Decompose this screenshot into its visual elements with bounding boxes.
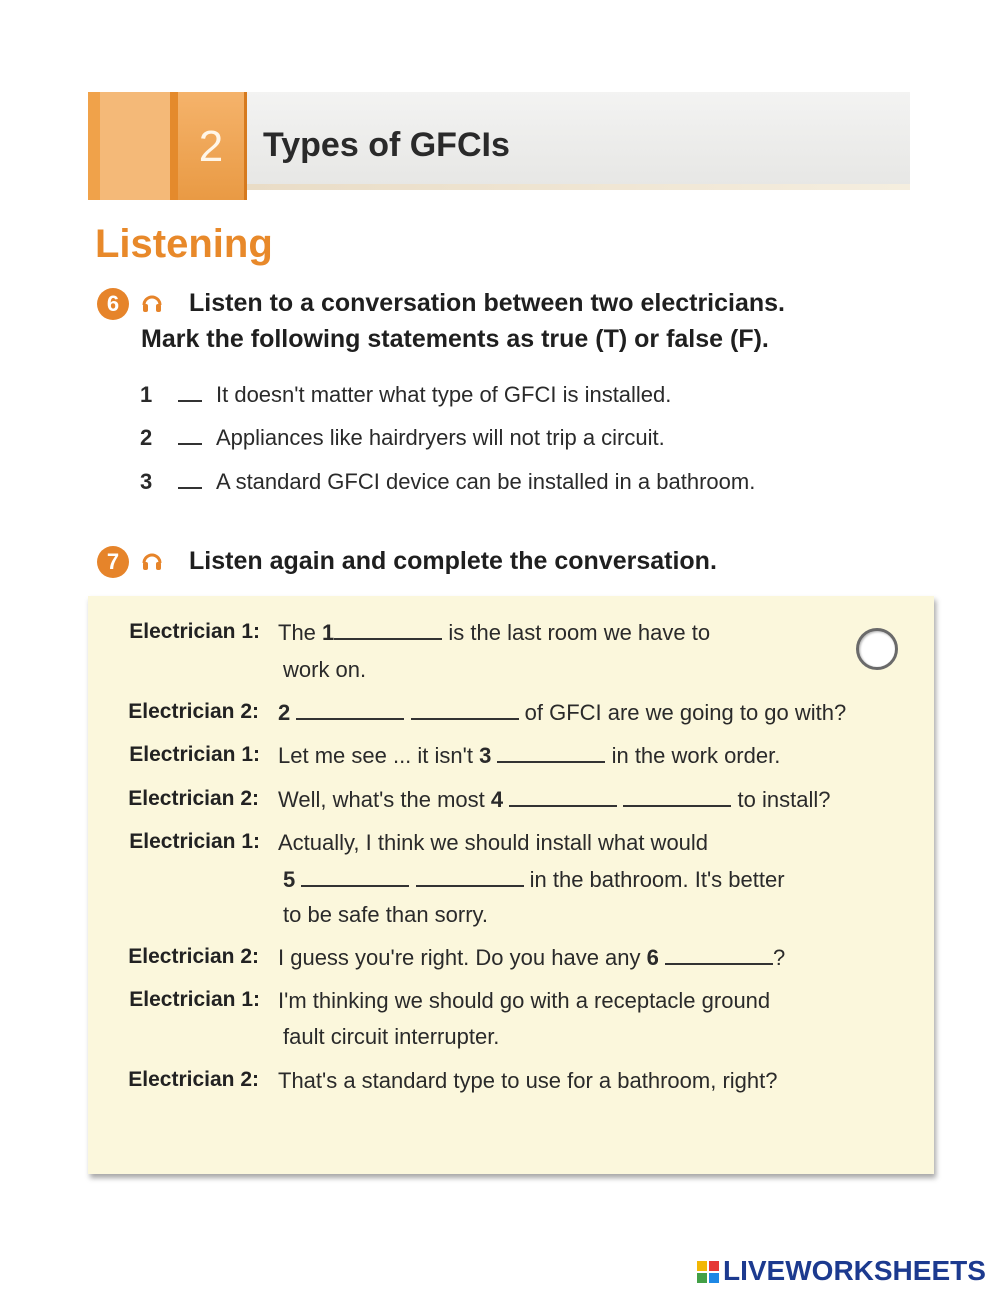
liveworksheets-logo-icon xyxy=(697,1261,719,1283)
statement-text: A standard GFCI device can be installed in a bathroom. xyxy=(216,469,756,494)
liveworksheets-watermark xyxy=(697,1255,986,1287)
watermark-text: LIVEWORKSHEETS xyxy=(723,1255,986,1286)
answer-blank[interactable] xyxy=(301,871,409,887)
speech-text: That's a standard type to use for a bathroom, right? xyxy=(278,1068,778,1093)
unit-header xyxy=(88,92,910,200)
speaker-label: Electrician 1: xyxy=(129,830,260,853)
statement-item xyxy=(140,382,671,408)
answer-blank[interactable] xyxy=(411,704,519,720)
speech-continuation: work on. xyxy=(283,657,367,682)
card-hole xyxy=(856,628,898,670)
speech-post: ? xyxy=(773,945,786,970)
statement-number: 3 xyxy=(140,469,153,494)
blank-number: 5 xyxy=(283,867,296,892)
blank-number: 6 xyxy=(646,945,659,970)
speech-pre: Well, what's the most xyxy=(278,787,485,812)
statement-number: 2 xyxy=(140,425,153,450)
blank-number: 2 xyxy=(278,700,291,725)
speech-post: in the bathroom. It's better xyxy=(529,867,785,892)
statement-text: It doesn't matter what type of GFCI is installed. xyxy=(216,382,672,407)
answer-blank[interactable] xyxy=(296,704,404,720)
speech-post: is the last room we have to xyxy=(448,620,711,645)
speaker-label: Electrician 1: xyxy=(129,743,260,766)
unit-number: 2 xyxy=(198,122,224,171)
speaker-label: Electrician 2: xyxy=(128,1068,259,1091)
answer-blank[interactable] xyxy=(497,747,605,763)
blank-number: 4 xyxy=(490,787,504,812)
speaker-label: Electrician 1: xyxy=(129,988,260,1011)
statement-item xyxy=(140,425,665,451)
speech-text xyxy=(278,620,710,646)
speech-text xyxy=(278,700,846,726)
speech-text xyxy=(278,743,780,769)
header-stripe xyxy=(88,92,100,200)
statement-number: 1 xyxy=(140,382,153,407)
blank-number: 1 xyxy=(322,620,335,645)
speech-text xyxy=(283,867,785,893)
blank-number: 3 xyxy=(479,743,492,768)
task-6-instruction-line2: Mark the following statements as true (T) or false (F). xyxy=(141,325,769,353)
speaker-label: Electrician 1: xyxy=(129,620,260,643)
speech-pre: I guess you're right. Do you have any xyxy=(278,945,641,970)
speech-post: in the work order. xyxy=(611,743,781,768)
speech-continuation: fault circuit interrupter. xyxy=(283,1024,500,1049)
statement-item xyxy=(140,469,755,495)
answer-blank[interactable] xyxy=(178,475,202,489)
task-6-badge: 6 xyxy=(97,288,129,320)
speech-text: I'm thinking we should go with a receptacle ground xyxy=(278,988,771,1013)
answer-blank[interactable] xyxy=(509,791,617,807)
speech-continuation: to be safe than sorry. xyxy=(283,902,489,927)
section-title: Listening xyxy=(95,222,273,266)
headphones-icon xyxy=(141,550,163,572)
speech-post: to install? xyxy=(737,787,831,812)
answer-blank[interactable] xyxy=(334,624,442,640)
speech-text: Actually, I think we should install what would xyxy=(278,830,709,855)
speech-pre: Let me see ... it isn't xyxy=(278,743,473,768)
statement-text: Appliances like hairdryers will not trip a circuit. xyxy=(216,425,665,450)
title-underline xyxy=(247,184,910,190)
answer-blank[interactable] xyxy=(416,871,524,887)
answer-blank[interactable] xyxy=(178,431,202,445)
answer-blank[interactable] xyxy=(623,791,731,807)
speech-pre: The xyxy=(278,620,316,645)
speaker-label: Electrician 2: xyxy=(128,945,259,968)
task-7-badge: 7 xyxy=(97,546,129,578)
speaker-label: Electrician 2: xyxy=(128,700,259,723)
answer-blank[interactable] xyxy=(178,388,202,402)
header-stripe xyxy=(100,92,170,200)
answer-blank[interactable] xyxy=(665,949,773,965)
speaker-label: Electrician 2: xyxy=(128,787,259,810)
page-title: Types of GFCIs xyxy=(263,126,510,164)
unit-number-box xyxy=(178,92,247,200)
headphones-icon xyxy=(141,292,163,314)
task-6-instruction-line1: Listen to a conversation between two electricians. xyxy=(189,289,785,317)
speech-text xyxy=(278,787,830,813)
task-7-instruction: Listen again and complete the conversation. xyxy=(189,547,717,575)
speech-post: of GFCI are we going to go with? xyxy=(524,700,847,725)
speech-text xyxy=(278,945,785,971)
header-stripe xyxy=(170,92,178,200)
